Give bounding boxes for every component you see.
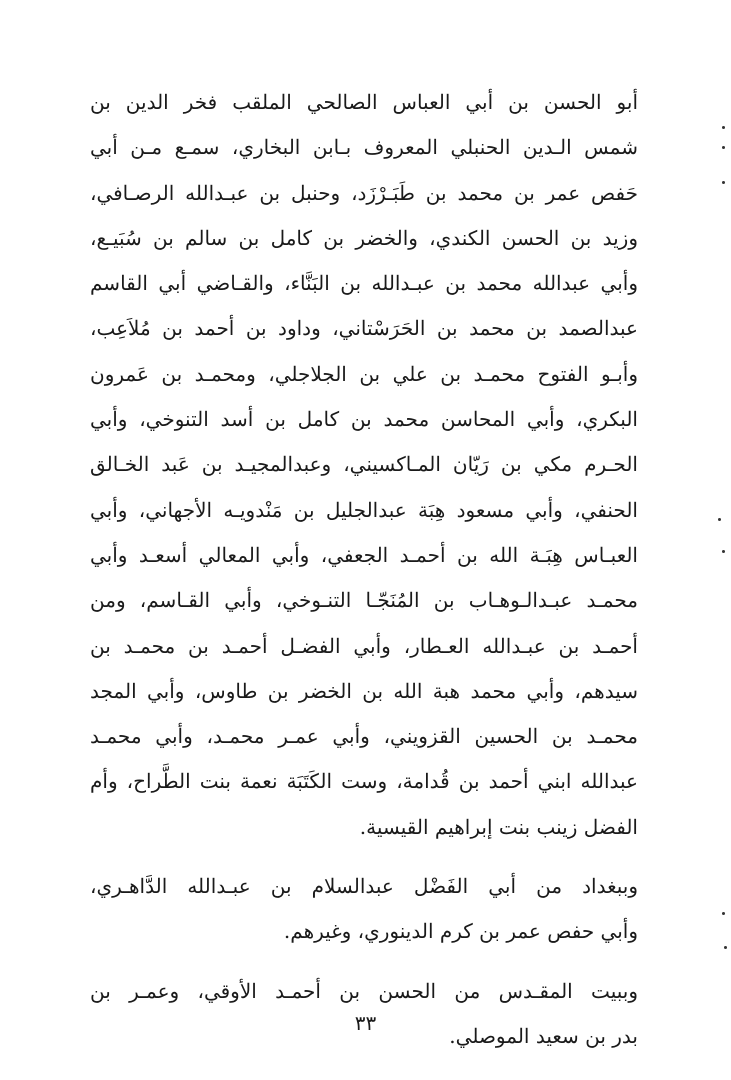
text-line: عبدالله ابني أحمد بن قُدامة، وست الكَتَبَة نعمة بنت الطَّراح، وأم	[90, 769, 638, 794]
text-line: الحـرم مكي بن رَيّان المـاكسيني، وعبدالمجيـد بن عَبد الخـالق	[90, 452, 638, 477]
text-line: وببيت المقـدس من الحسن بن أحمـد الأوقي، وعمـر بن	[90, 978, 638, 1003]
page-body	[90, 80, 638, 1059]
text-line: وأبي حفص عمر بن كرم الدينوري، وغيرهم.	[283, 919, 638, 944]
margin-mark	[724, 946, 727, 949]
text-line: محمـد عبـدالـوهـاب بن المُنَجّـا التنـوخي، وأبي القـاسم، ومن	[90, 588, 638, 613]
text-line: شمس الـدين الحنبلي المعروف بـابن البخاري، سمـع مـن أبي	[90, 135, 638, 160]
text-line: الحنفي، وأبي مسعود هِبَة عبدالجليل بن مَنْدويـه الأجهاني، وأبي	[90, 497, 638, 522]
text-line: وببغداد من أبي الفَضْل عبدالسلام بن عبـدالله الدَّاهـري،	[90, 874, 638, 899]
text-line: العبـاس هِبَـة الله بن أحمـد الجعفي، وأبي المعالي أسعـد وأبي	[90, 542, 638, 567]
text-line: وأبي عبدالله محمد بن عبـدالله بن البَنَّاء، والقـاضي أبي القاسم	[90, 271, 638, 296]
margin-mark	[722, 126, 725, 129]
margin-mark	[722, 146, 725, 149]
margin-mark	[718, 518, 721, 521]
text-line: الفضل زينب بنت إبراهيم القيسية.	[359, 814, 638, 839]
text-line: وزيد بن الحسن الكندي، والخضر بن كامل بن سالم بن سُبَيـع،	[90, 225, 638, 250]
margin-mark	[722, 550, 725, 553]
text-line: محمـد بن الحسين القزويني، وأبي عمـر محمـد، وأبي محمـد	[90, 724, 638, 749]
text-line: وأبـو الفتوح محمـد بن علي بن الجلاجلي، ومحمـد بن عَمرون	[90, 361, 638, 386]
text-line: سيدهم، وأبي محمد هبة الله بن الخضر بن طاوس، وأبي المجد	[90, 678, 638, 703]
margin-mark	[722, 912, 725, 915]
text-line: البكري، وأبي المحاسن محمد بن كامل بن أسد التنوخي، وأبي	[90, 407, 638, 432]
text-line: أحمـد بن عبـدالله العـطار، وأبي الفضـل أحمـد بن محمـد بن	[90, 633, 638, 658]
text-line: عبدالصمد بن محمد بن الحَرَسْتاني، وداود بن أحمد بن مُلاَعِب،	[90, 316, 638, 341]
text-line: حَفص عمر بن محمد بن طَبَـرْزَد، وحنبل بن عبـدالله الرصـافي،	[90, 180, 638, 205]
margin-mark	[722, 181, 725, 184]
paragraph-1	[90, 80, 638, 850]
text-line: أبو الحسن بن أبي العباس الصالحي الملقب فخر الدين بن	[90, 90, 639, 114]
page-number: ٣٣	[354, 1011, 377, 1035]
text-line: بدر بن سعيد الموصلي.	[449, 1023, 638, 1048]
paragraph-2	[90, 864, 638, 955]
